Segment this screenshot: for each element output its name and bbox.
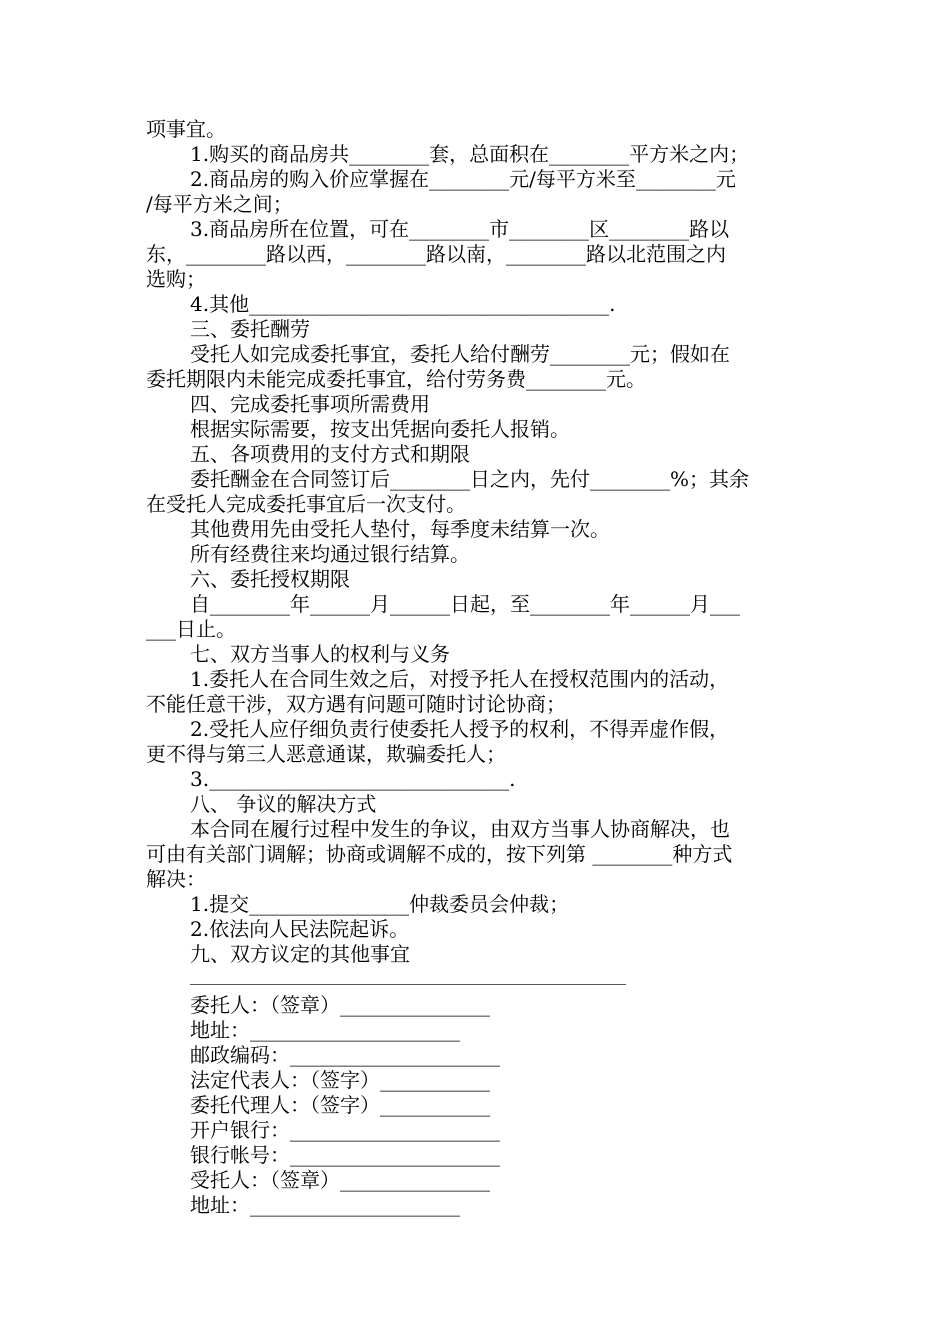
text-line: 1.提交________________仲裁委员会仲裁； [190, 892, 570, 916]
text-line: 委托期限内未能完成委托事宜，给付劳务费________元。 [146, 367, 646, 391]
signature-line: 委托代理人：（签字）___________ [190, 1093, 490, 1117]
text-line: 根据实际需要，按支出凭据向委托人报销。 [190, 417, 570, 441]
text-line: 四、完成委托事项所需费用 [190, 392, 430, 416]
text-line: 4.其他____________________________________. [190, 292, 616, 316]
text-line: 1.购买的商品房共________套，总面积在________平方米之内； [190, 142, 750, 166]
text-line: 2.依法向人民法院起诉。 [190, 917, 410, 941]
text-line: 更不得与第三人恶意通谋，欺骗委托人； [146, 742, 506, 766]
text-line: 项事宜。 [146, 117, 226, 141]
other-matters-blank-line [190, 967, 626, 985]
text-line: 委托酬金在合同签订后________日之内，先付________%；其余 [190, 467, 750, 491]
text-line: 七、双方当事人的权利与义务 [190, 642, 450, 666]
text-line: 2.受托人应仔细负责行使委托人授予的权利，不得弄虚作假， [190, 717, 730, 741]
text-line: 其他费用先由受托人垫付，每季度未结算一次。 [190, 517, 610, 541]
text-line: 3.商品房所在位置，可在________市________区________路以 [190, 217, 730, 241]
text-line: 1.委托人在合同生效之后，对授予托人在授权范围内的活动， [190, 667, 730, 691]
text-line: /每平方米之间； [146, 192, 293, 216]
text-line: 2.商品房的购入价应掌握在________元/每平方米至________元 [190, 167, 736, 191]
text-line: 本合同在履行过程中发生的争议，由双方当事人协商解决，也 [190, 817, 730, 841]
text-line: 可由有关部门调解；协商或调解不成的，按下列第 ________种方式 [146, 842, 733, 866]
signature-line: 邮政编码：_____________________ [190, 1043, 500, 1067]
signature-line: 委托人：（签章）_______________ [190, 993, 490, 1017]
text-line: 八、 争议的解决方式 [190, 792, 377, 816]
contract-body [146, 117, 806, 967]
signature-line: 受托人：（签章）_______________ [190, 1168, 490, 1192]
signature-block [146, 993, 806, 1218]
text-line: 五、各项费用的支付方式和期限 [190, 442, 470, 466]
text-line: 所有经费往来均通过银行结算。 [190, 542, 470, 566]
signature-line: 法定代表人：（签字）___________ [190, 1068, 490, 1092]
text-line: 解决： [146, 867, 206, 891]
signature-line: 银行帐号：_____________________ [190, 1143, 500, 1167]
text-line: 三、委托酬劳 [190, 317, 310, 341]
text-line: 受托人如完成委托事宜，委托人给付酬劳________元；假如在 [190, 342, 730, 366]
text-line: 不能任意干涉，双方遇有问题可随时讨论协商； [146, 692, 566, 716]
text-line: 六、委托授权期限 [190, 567, 350, 591]
text-line: 在受托人完成委托事宜后一次支付。 [146, 492, 466, 516]
contract-document [146, 117, 806, 1218]
signature-line: 地址：_____________________ [190, 1018, 460, 1042]
text-line: 3.______________________________. [190, 767, 516, 791]
text-line: 九、双方议定的其他事宜 [190, 942, 410, 966]
signature-line: 地址：_____________________ [190, 1193, 460, 1217]
text-line: 选购； [146, 267, 206, 291]
text-line: 自________年______月______日起，至________年______月___ [190, 592, 740, 616]
signature-line: 开户银行：_____________________ [190, 1118, 500, 1142]
text-line: 东，________路以西，________路以南，________路以北范围之内 [146, 242, 726, 266]
text-line: ___日止。 [146, 617, 236, 641]
